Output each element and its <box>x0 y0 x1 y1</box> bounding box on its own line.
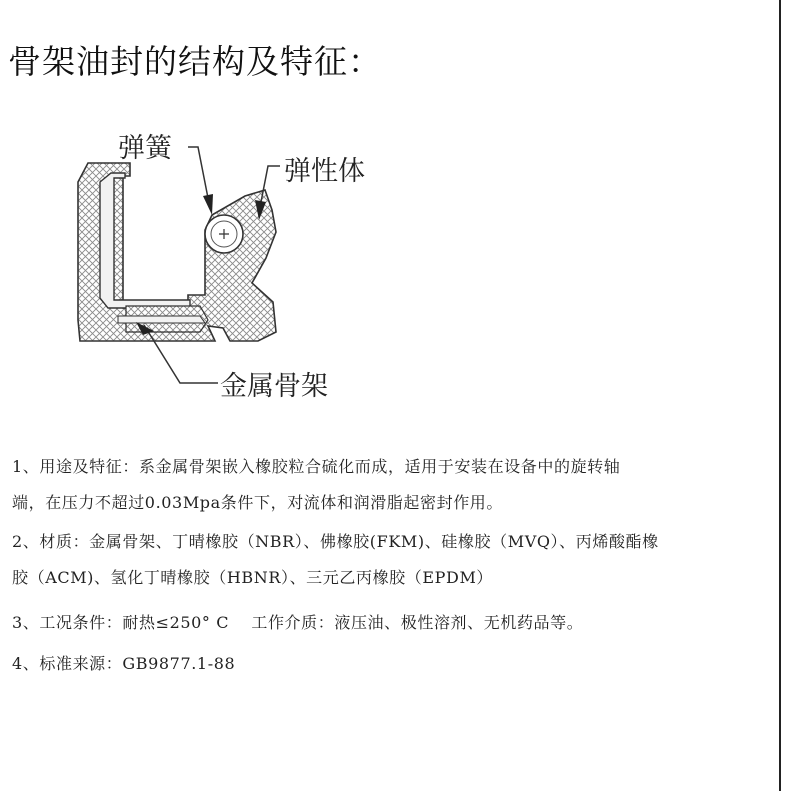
page-title: 骨架油封的结构及特征： <box>8 42 382 81</box>
working-conditions-paragraph: 3、工况条件：耐热≤250° C 工作介质：液压油、极性溶剂、无机药品等。 <box>12 613 584 632</box>
spring-leader-line <box>188 147 208 198</box>
usage-paragraph <box>12 449 620 521</box>
metal-frame <box>100 173 190 308</box>
material-paragraph <box>12 524 659 596</box>
material-line-1: 2、材质：金属骨架、丁晴橡胶（NBR）、佛橡胶(FKM)、硅橡胶（MVQ）、丙烯酸酯橡 <box>12 532 659 551</box>
spring-leader-arrow <box>203 194 213 215</box>
oil-seal-diagram <box>40 120 420 420</box>
usage-line-1: 1、用途及特征：系金属骨架嵌入橡胶粒合硫化而成，适用于安装在设备中的旋转轴 <box>12 457 621 476</box>
frame-gap <box>118 316 205 323</box>
metal-frame-label: 金属骨架 <box>220 371 328 402</box>
usage-line-2: 端，在压力不超过0.03Mpa条件下，对流体和润滑脂起密封作用。 <box>12 493 503 512</box>
spring-label: 弹簧 <box>118 133 172 164</box>
standard-paragraph: 4、标准来源：GB9877.1-88 <box>12 654 236 673</box>
right-edge-rule <box>779 0 781 791</box>
material-line-2: 胶（ACM)、氢化丁晴橡胶（HBNR）、三元乙丙橡胶（EPDM） <box>12 568 494 587</box>
elastomer-label: 弹性体 <box>284 156 365 187</box>
